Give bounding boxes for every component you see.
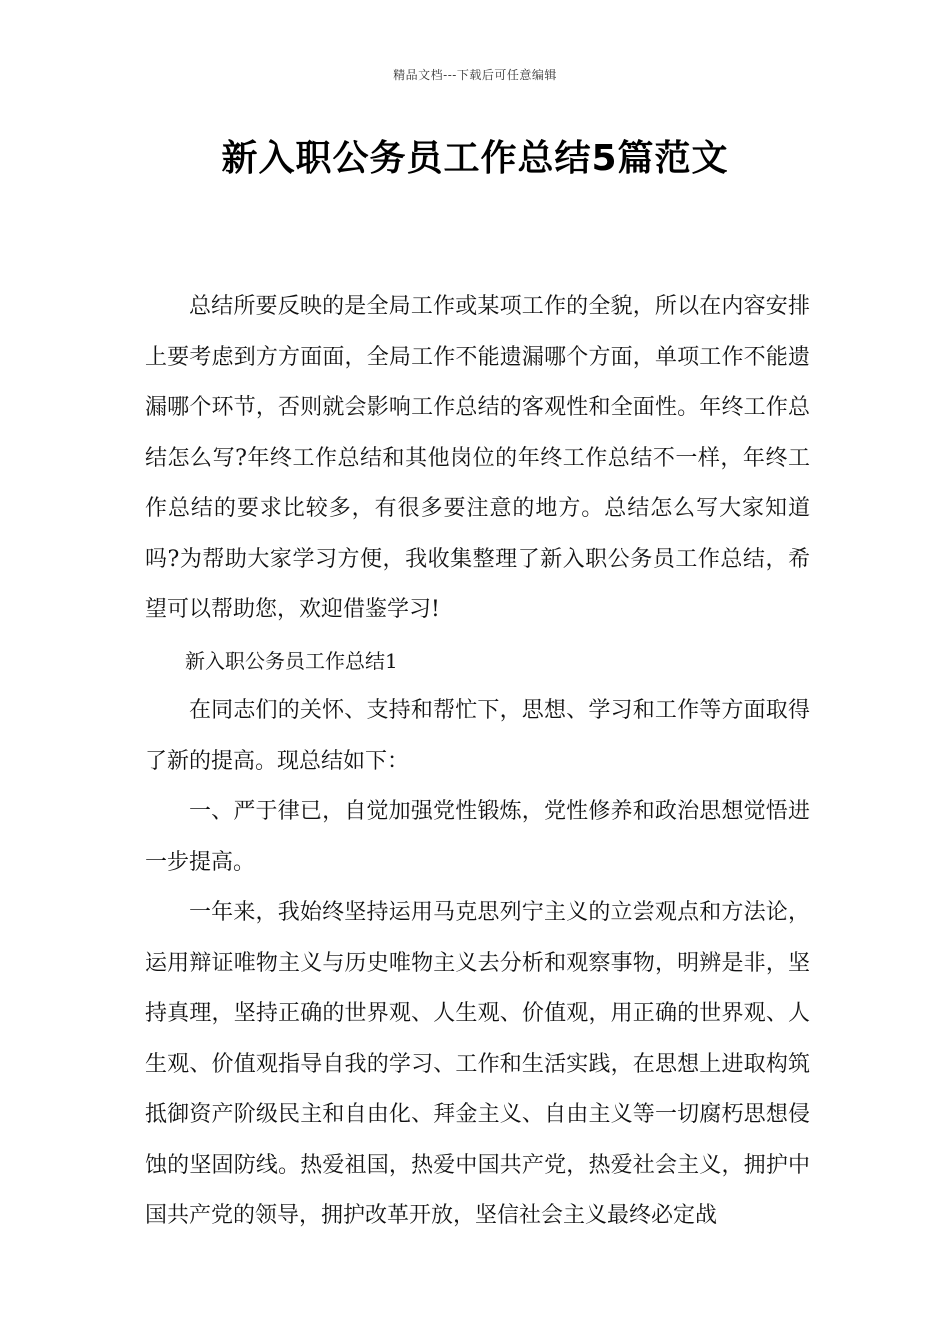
header-watermark: 精品文档---下载后可任意编辑 [393,68,557,82]
body-paragraph: 一、严于律已，自觉加强党性锻炼，党性修养和政治思想觉悟进一步提高。 [145,799,810,875]
document-body [145,282,810,1242]
section-heading: 新入职公务员工作总结1 [185,648,398,673]
body-paragraph: 在同志们的关怀、支持和帮忙下，思想、学习和工作等方面取得了新的提高。现总结如下： [145,698,810,774]
document-title: 新入职公务员工作总结5篇范文 [221,138,729,179]
intro-paragraph: 总结所要反映的是全局工作或某项工作的全貌，所以在内容安排上要考虑到方方面面，全局工作不能遗漏哪个方面，单项工作不能遗漏哪个环节，否则就会影响工作总结的客观性和全面性。年终工作总结怎么写?年终工作总结和其他岗位的年终工作总结不一样，年终工作总结的要求比较多，有很多要注意的地方。总结怎么写大家知道吗?为帮助大家学习方便，我收集整理了新入职公务员工作总结，希望可以帮助您，欢迎借鉴学习! [145,294,810,622]
body-paragraph: 一年来，我始终坚持运用马克思列宁主义的立尝观点和方法论，运用辩证唯物主义与历史唯物主义去分析和观察事物，明辨是非，坚持真理，坚持正确的世界观、人生观、价值观，用正确的世界观、人生观、价值观指导自我的学习、工作和生活实践，在思想上进取构筑抵御资产阶级民主和自由化、拜金主义、自由主义等一切腐朽思想侵蚀的坚固防线。热爱祖国，热爱中国共产党，热爱社会主义，拥护中国共产党的领导，拥护改革开放，坚信社会主义最终必定战 [145,900,810,1228]
